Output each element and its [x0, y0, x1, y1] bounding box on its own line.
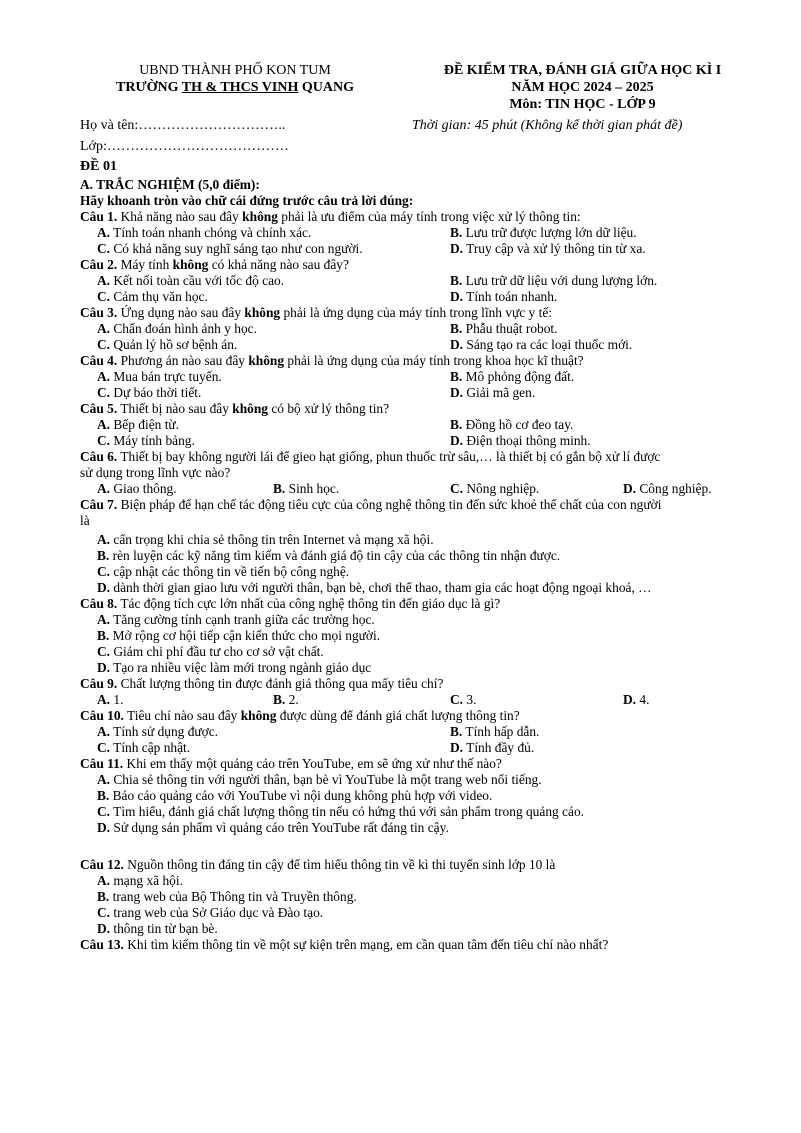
q6-option-d: D. Công nghiệp. [623, 481, 712, 496]
header-left [80, 62, 390, 96]
q5-option-a: A. Bếp điện từ. [97, 417, 180, 432]
q2-option-a: A. Kết nối toàn cầu với tốc độ cao. [97, 273, 285, 288]
question-6: Câu 6. Thiết bị bay không người lái để gieo hạt giống, phun thuốc trừ sâu,… là thiết bị có gắn bộ xử lí được [80, 449, 661, 464]
q12-option-b: B. trang web của Bộ Thông tin và Truyền thông. [97, 889, 357, 904]
question-13: Câu 13. Khi tìm kiếm thông tin về một sự kiện trên mạng, em cần quan tâm đến tiêu chí nào nhất? [80, 937, 609, 952]
section-instruction: Hãy khoanh tròn vào chữ cái đứng trước câu trả lời đúng: [80, 193, 414, 208]
question-7-cont: là [80, 513, 90, 528]
q7-option-c: C. cập nhật các thông tin về tiến bộ công nghệ. [97, 564, 350, 579]
header-right [395, 62, 770, 113]
question-8: Câu 8. Tác động tích cực lớn nhất của công nghệ thông tin đến giáo dục là gì? [80, 596, 501, 611]
q8-option-d: D. Tạo ra nhiều việc làm mới trong ngành giáo dục [97, 660, 372, 675]
q4-option-b: B. Mô phỏng động đất. [450, 369, 575, 384]
q3-option-b: B. Phẫu thuật robot. [450, 321, 558, 336]
q3-option-a: A. Chẩn đoán hình ảnh y học. [97, 321, 257, 336]
q11-option-a: A. Chia sẻ thông tin với người thân, bạn bè vì YouTube là một trang web nổi tiếng. [97, 772, 542, 787]
q11-option-c: C. Tìm hiểu, đánh giá chất lượng thông tin nếu có hứng thú với sản phẩm trong quảng cáo. [97, 804, 584, 819]
q9-option-d: D. 4. [623, 692, 650, 707]
q2-option-b: B. Lưu trữ dữ liệu với dung lượng lớn. [450, 273, 658, 288]
q4-option-d: D. Giải mã gen. [450, 385, 536, 400]
q3-option-d: D. Sáng tạo ra các loại thuốc mới. [450, 337, 633, 352]
q5-option-c: C. Máy tính bảng. [97, 433, 195, 448]
q1-option-a: A. Tính toán nhanh chóng và chính xác. [97, 225, 312, 240]
question-3: Câu 3. Ứng dụng nào sau đây không phải là ứng dụng của máy tính trong lĩnh vực y tế: [80, 305, 552, 320]
q9-option-a: A. 1. [97, 692, 124, 707]
q3-option-c: C. Quản lý hồ sơ bệnh án. [97, 337, 238, 352]
q6-option-a: A. Giao thông. [97, 481, 177, 496]
section-title: A. TRẮC NGHIỆM (5,0 điểm): [80, 177, 260, 192]
q2-option-d: D. Tính toán nhanh. [450, 289, 558, 304]
question-9: Câu 9. Chất lượng thông tin được đánh giá thông qua mấy tiêu chí? [80, 676, 444, 691]
question-6-cont: sử dụng trong lĩnh vực nào? [80, 465, 231, 480]
q12-option-a: A. mạng xã hội. [97, 873, 183, 888]
q10-option-b: B. Tính hấp dẫn. [450, 724, 540, 739]
q6-option-b: B. Sinh học. [273, 481, 340, 496]
q6-option-c: C. Nông nghiệp. [450, 481, 540, 496]
question-10: Câu 10. Tiêu chí nào sau đây không được dùng để đánh giá chất lượng thông tin? [80, 708, 520, 723]
q5-option-b: B. Đồng hồ cơ đeo tay. [450, 417, 574, 432]
q1-option-b: B. Lưu trữ được lượng lớn dữ liệu. [450, 225, 637, 240]
question-11: Câu 11. Khi em thấy một quảng cáo trên YouTube, em sẽ ứng xử như thế nào? [80, 756, 502, 771]
q9-option-c: C. 3. [450, 692, 477, 707]
exam-title: ĐỀ KIỂM TRA, ĐÁNH GIÁ GIỮA HỌC KÌ I [443, 63, 722, 78]
q8-option-b: B. Mở rộng cơ hội tiếp cận kiến thức cho mọi người. [97, 628, 381, 643]
authority-name: UBND THÀNH PHỐ KON TUM [139, 63, 331, 78]
q12-option-d: D. thông tin từ bạn bè. [97, 921, 218, 936]
q11-option-b: B. Báo cáo quảng cáo với YouTube vì nội dung không phù hợp với video. [97, 788, 493, 803]
q12-option-c: C. trang web của Sở Giáo dục và Đào tạo. [97, 905, 324, 920]
exam-code: ĐỀ 01 [80, 159, 117, 174]
q11-option-d: D. Sử dụng sản phẩm vì quảng cáo trên YouTube rất đáng tin cậy. [97, 820, 449, 835]
question-4: Câu 4. Phương án nào sau đây không phải là ứng dụng của máy tính trong khoa học kĩ thuật? [80, 353, 584, 368]
time-note: Thời gian: 45 phút (Không kể thời gian phát đề) [412, 118, 683, 133]
name-field: Họ và tên:………………………….. [80, 118, 286, 133]
q10-option-c: C. Tính cập nhật. [97, 740, 191, 755]
q4-option-a: A. Mua bán trực tuyến. [97, 369, 222, 384]
q7-option-a: A. cẩn trọng khi chia sẻ thông tin trên Internet và mạng xã hội. [97, 532, 434, 547]
q8-option-a: A. Tăng cường tính cạnh tranh giữa các trường học. [97, 612, 375, 627]
q1-option-d: D. Truy cập và xử lý thông tin từ xa. [450, 241, 646, 256]
school-name: TRƯỜNG TH & THCS VINH QUANG [116, 80, 354, 95]
question-2: Câu 2. Máy tính không có khả năng nào sau đây? [80, 257, 349, 272]
question-12: Câu 12. Nguồn thông tin đáng tin cậy để tìm hiểu thông tin về kì thi tuyển sinh lớp 10 là [80, 857, 556, 872]
question-1: Câu 1. Khả năng nào sau đây không phải là ưu điểm của máy tính trong việc xử lý thông tin: [80, 209, 581, 224]
q4-option-c: C. Dự báo thời tiết. [97, 385, 202, 400]
q10-option-d: D. Tính đầy đủ. [450, 740, 535, 755]
question-7: Câu 7. Biện pháp để hạn chế tác động tiêu cực của công nghệ thông tin đến sức khoẻ thể chất của con người [80, 497, 662, 512]
school-year: NĂM HỌC 2024 – 2025 [511, 80, 654, 95]
class-field: Lớp:………………………………… [80, 139, 289, 154]
q1-option-c: C. Có khả năng suy nghĩ sáng tạo như con người. [97, 241, 363, 256]
q8-option-c: C. Giảm chi phí đầu tư cho cơ sở vật chất. [97, 644, 324, 659]
subject-line: Môn: TIN HỌC - LỚP 9 [509, 97, 656, 112]
q7-option-b: B. rèn luyện các kỹ năng tìm kiếm và đánh giá độ tin cậy của các thông tin nhận được. [97, 548, 561, 563]
q7-option-d: D. dành thời gian giao lưu với người thân, bạn bè, chơi thể thao, tham gia các hoạt động ngoại khoá, … [97, 580, 652, 595]
q5-option-d: D. Điện thoại thông minh. [450, 433, 591, 448]
q10-option-a: A. Tính sử dụng được. [97, 724, 219, 739]
q9-option-b: B. 2. [273, 692, 299, 707]
question-5: Câu 5. Thiết bị nào sau đây không có bộ xử lý thông tin? [80, 401, 390, 416]
q2-option-c: C. Cảm thụ văn học. [97, 289, 208, 304]
